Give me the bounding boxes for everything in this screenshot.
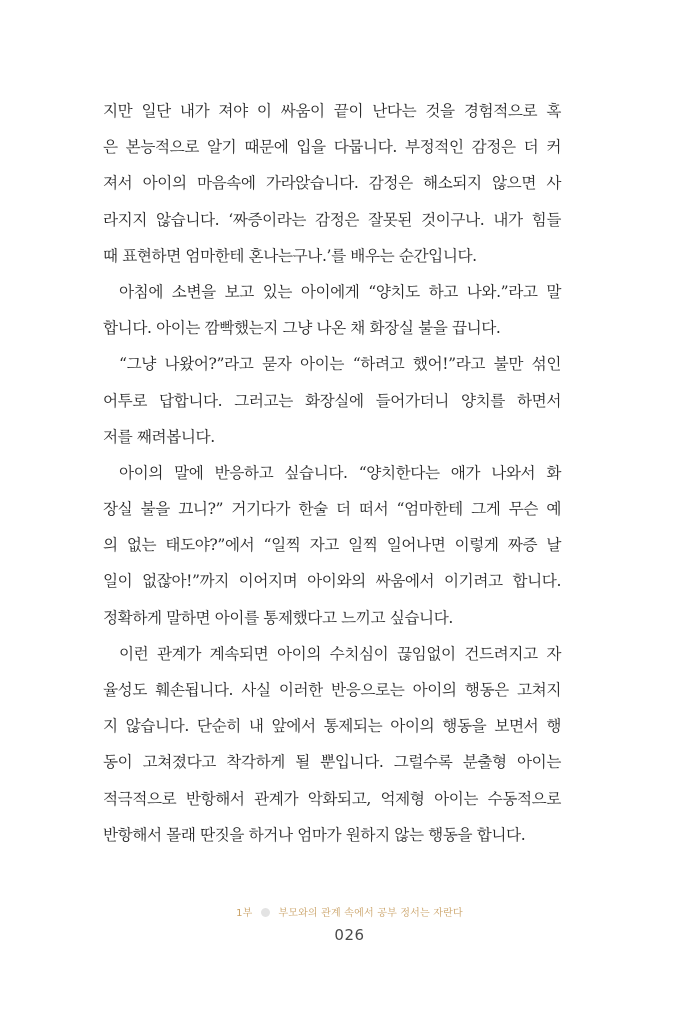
text-line: “그냥 나왔어?”라고 묻자 아이는 “하려고 했어!”라고 불만 섞인 [119, 355, 561, 374]
part-label: 1부 [236, 908, 253, 919]
text-line: 정확하게 말하면 아이를 통제했다고 느끼고 싶습니다. [103, 608, 453, 627]
text-line: 저를 째려봅니다. [103, 427, 215, 446]
body-text [103, 93, 561, 853]
text-line: 의 없는 태도야?”에서 “일찍 자고 일찍 일어나면 이렇게 짜증 날 [103, 536, 561, 555]
text-line: 지만 일단 내가 져야 이 싸움이 끝이 난다는 것을 경험적으로 혹 [103, 102, 561, 120]
page-number: 026 [334, 926, 365, 944]
text-line: 적극적으로 반항해서 관계가 악화되고, 억제형 아이는 수동적으로 [103, 789, 561, 808]
separator-dot-icon [261, 908, 270, 917]
text-line: 아이의 말에 반응하고 싶습니다. “양치한다는 애가 나와서 화 [119, 463, 561, 482]
text-line: 장실 불을 끄니?” 거기다가 한술 더 떠서 “엄마한테 그게 무슨 예 [103, 500, 561, 519]
text-line: 라지지 않습니다. ‘짜증이라는 감정은 잘못된 것이구나. 내가 힘들 [103, 210, 561, 229]
text-line: 은 본능적으로 알기 때문에 입을 다뭅니다. 부정적인 감정은 더 커 [103, 138, 561, 157]
text-line: 아침에 소변을 보고 있는 아이에게 “양치도 하고 나와.”라고 말 [119, 282, 561, 301]
text-line: 율성도 훼손됩니다. 사실 이러한 반응으로는 아이의 행동은 고쳐지 [103, 681, 561, 699]
text-line: 이런 관계가 계속되면 아이의 수치심이 끊임없이 건드려지고 자 [119, 644, 561, 663]
running-head [0, 904, 699, 919]
text-line: 때 표현하면 엄마한테 혼나는구나.’를 배우는 순간입니다. [103, 246, 477, 265]
text-line: 동이 고쳐졌다고 착각하게 될 뿐입니다. 그럴수록 분출형 아이는 [103, 753, 561, 772]
text-line: 일이 없잖아!”까지 이어지며 아이와의 싸움에서 이기려고 합니다. [103, 572, 561, 591]
chapter-title: 부모와의 관계 속에서 공부 정서는 자란다 [278, 908, 463, 919]
text-line: 지 않습니다. 단순히 내 앞에서 통제되는 아이의 행동을 보면서 행 [103, 717, 561, 736]
text-line: 반항해서 몰래 딴짓을 하거나 엄마가 원하지 않는 행동을 합니다. [103, 825, 526, 844]
text-line: 져서 아이의 마음속에 가라앉습니다. 감정은 해소되지 않으면 사 [103, 174, 561, 193]
text-line: 합니다. 아이는 깜빡했는지 그냥 나온 채 화장실 불을 끕니다. [103, 319, 501, 338]
text-line: 어투로 답합니다. 그러고는 화장실에 들어가더니 양치를 하면서 [103, 391, 561, 410]
